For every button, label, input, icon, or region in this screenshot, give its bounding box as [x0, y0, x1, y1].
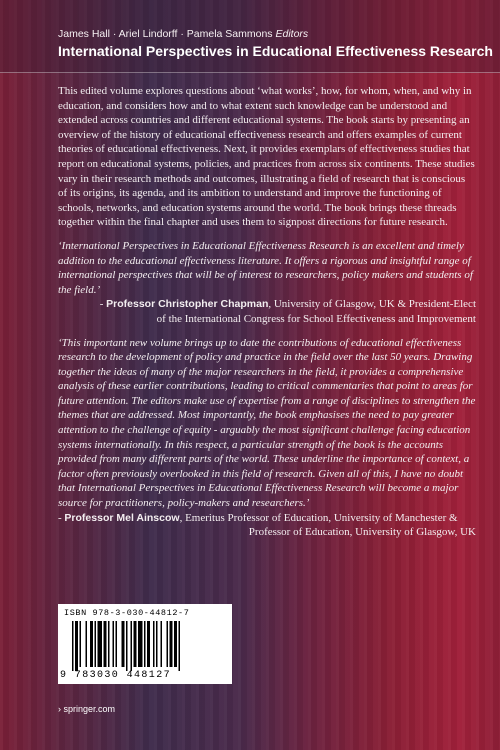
- endorser-affiliation: , University of Glasgow, UK & President-Elect: [268, 298, 476, 311]
- endorsement-quote-chapman: ‘International Perspectives in Educational Effectiveness Research is an excellent and timely addition to the educational effectiveness literature. It offers a rigorous and insightful range of international perspectives that will be of interest to researchers, policy makers and students of the field.’: [58, 239, 473, 296]
- header-band: [0, 0, 500, 73]
- attribution-dash: -: [99, 298, 107, 311]
- barcode-bars: [72, 621, 222, 671]
- endorsement-attribution-ainscow: [58, 511, 476, 540]
- back-cover-text: [58, 84, 476, 549]
- editors-role: Editors: [275, 28, 309, 40]
- endorser-name: Professor Christopher Chapman: [106, 298, 269, 311]
- endorser-affiliation: , Emeritus Professor of Education, University of Manchester &: [179, 511, 458, 524]
- attribution-dash: -: [58, 511, 65, 524]
- book-title: International Perspectives in Educational Effectiveness Research: [58, 43, 493, 59]
- endorser-affiliation-cont: Professor of Education, University of Glasgow, UK: [248, 526, 476, 539]
- endorsement-attribution-chapman: [58, 297, 476, 326]
- isbn-number: ISBN 978-3-030-44812-7: [64, 608, 190, 618]
- editors-line: [58, 28, 308, 40]
- isbn-barcode: [58, 604, 232, 684]
- endorser-name: Professor Mel Ainscow: [64, 511, 180, 524]
- editors-names: James Hall · Ariel Lindorff · Pamela Sammons: [58, 28, 273, 40]
- book-description: This edited volume explores questions about ‘what works’, how, for whom, when, and why in education, and considers how and to what extent such knowledge can be understood and extended across countries and different educational systems. The book starts by presenting an overview of the history of educational effectiveness research and offers examples of current theories of educational effectiveness. Next, it provides exemplars of effectiveness studies that report on educational systems, policies, and practices from across six continents. These studies vary in their research methods and outcomes, illustrating a field of research that is conscious of its origins, its agenda, and its ambition to understand and improve the functioning of schools, networks, and education systems around the world. The book brings these threads together within the final chapter and uses them to signpost directions for future research.: [58, 85, 475, 229]
- endorser-affiliation-cont: of the International Congress for School Effectiveness and Improvement: [156, 312, 476, 325]
- ean-digits: 9 783030 448127: [60, 670, 172, 681]
- endorsement-quote-ainscow: ‘This important new volume brings up to date the contributions of educational effectiveness research to the development of policy and practice in the field over the last 50 years. Drawing together the ideas of many of the major researchers in the field, it provides a comprehensive analysis of these earlier contributions, leading to critical commentaries that point to areas for future attention. The editors make use of expertise from a range of disciplines to strengthen the themes that are addressed. Most importantly, the book emphasises the need to pay greater attention to the challenge of equity - arguably the most significant challenge facing education systems internationally. In this respect, a particular strength of the book is the accounts provided from many different parts of the world. These underline the importance of context, a factor often previously overlooked in this field of research. Given all of this, I have no doubt that International Perspectives in Educational Effectiveness Research will become a major source for practitioners, policy-makers and researchers.’: [58, 336, 476, 510]
- publisher-url: › springer.com: [58, 704, 116, 714]
